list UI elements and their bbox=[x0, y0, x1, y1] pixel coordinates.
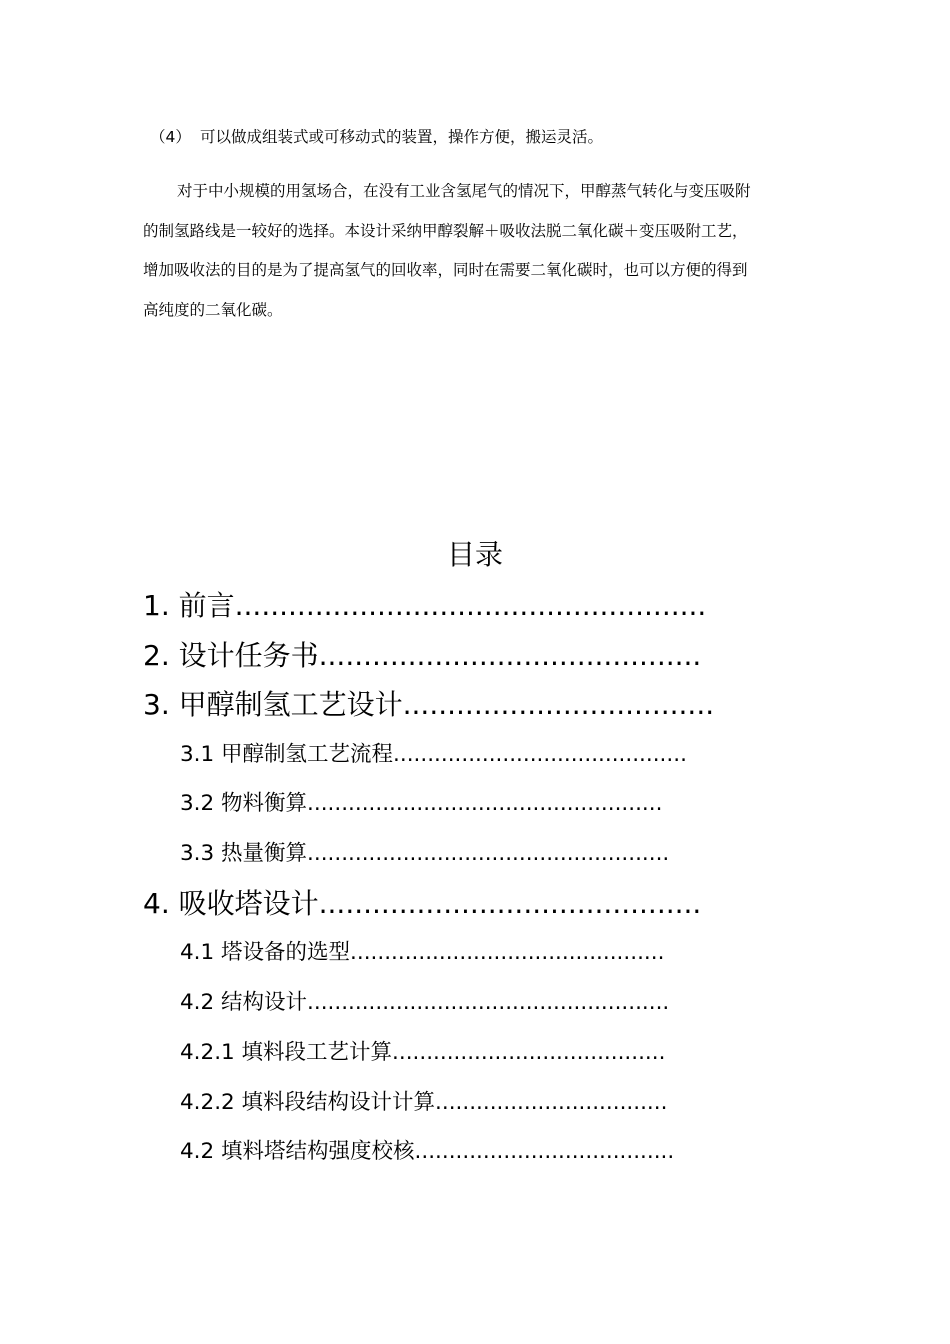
toc-entry: 1. 前言..................................................... bbox=[143, 589, 707, 622]
toc-entry: 4. 吸收塔设计........................................... bbox=[143, 887, 702, 920]
paragraph-line: 对于中小规模的用氢场合，在没有工业含氢尾气的情况下，甲醇蒸气转化与变压吸附 bbox=[177, 182, 751, 200]
toc-entry: 4.2 结构设计..................................................... bbox=[180, 990, 670, 1015]
toc-title: 目录 bbox=[446, 538, 503, 571]
list-item-text: 可以做成组装式或可移动式的装置，操作方便，搬运灵活。 bbox=[200, 128, 604, 146]
toc-entry: 4.2.2 填料段结构设计计算.................................. bbox=[180, 1090, 668, 1115]
paragraph-line: 增加吸收法的目的是为了提高氢气的回收率，同时在需要二氧化碳时，也可以方便的得到 bbox=[143, 261, 748, 279]
paragraph-line: 的制氢路线是一较好的选择。本设计采纳甲醇裂解＋吸收法脱二氧化碳＋变压吸附工艺， bbox=[143, 221, 748, 240]
toc-entry: 3.2 物料衡算.................................................... bbox=[180, 791, 663, 816]
toc-entry: 3.3 热量衡算..................................................... bbox=[180, 841, 670, 866]
toc-entry: 4.2.1 填料段工艺计算........................................ bbox=[180, 1040, 666, 1065]
toc-entry: 3. 甲醇制氢工艺设计................................... bbox=[143, 688, 715, 721]
paragraph-line: 高纯度的二氧化碳。 bbox=[143, 300, 283, 319]
body-paragraph bbox=[143, 172, 813, 330]
toc-entry: 2. 设计任务书........................................... bbox=[143, 639, 702, 672]
list-item-4 bbox=[150, 126, 603, 148]
list-item-number: （4） bbox=[150, 128, 191, 146]
toc-entry: 4.2 填料塔结构强度校核...................................... bbox=[180, 1139, 675, 1164]
toc-entry: 4.1 塔设备的选型.............................................. bbox=[180, 940, 665, 965]
toc-entry: 3.1 甲醇制氢工艺流程........................................... bbox=[180, 742, 687, 767]
